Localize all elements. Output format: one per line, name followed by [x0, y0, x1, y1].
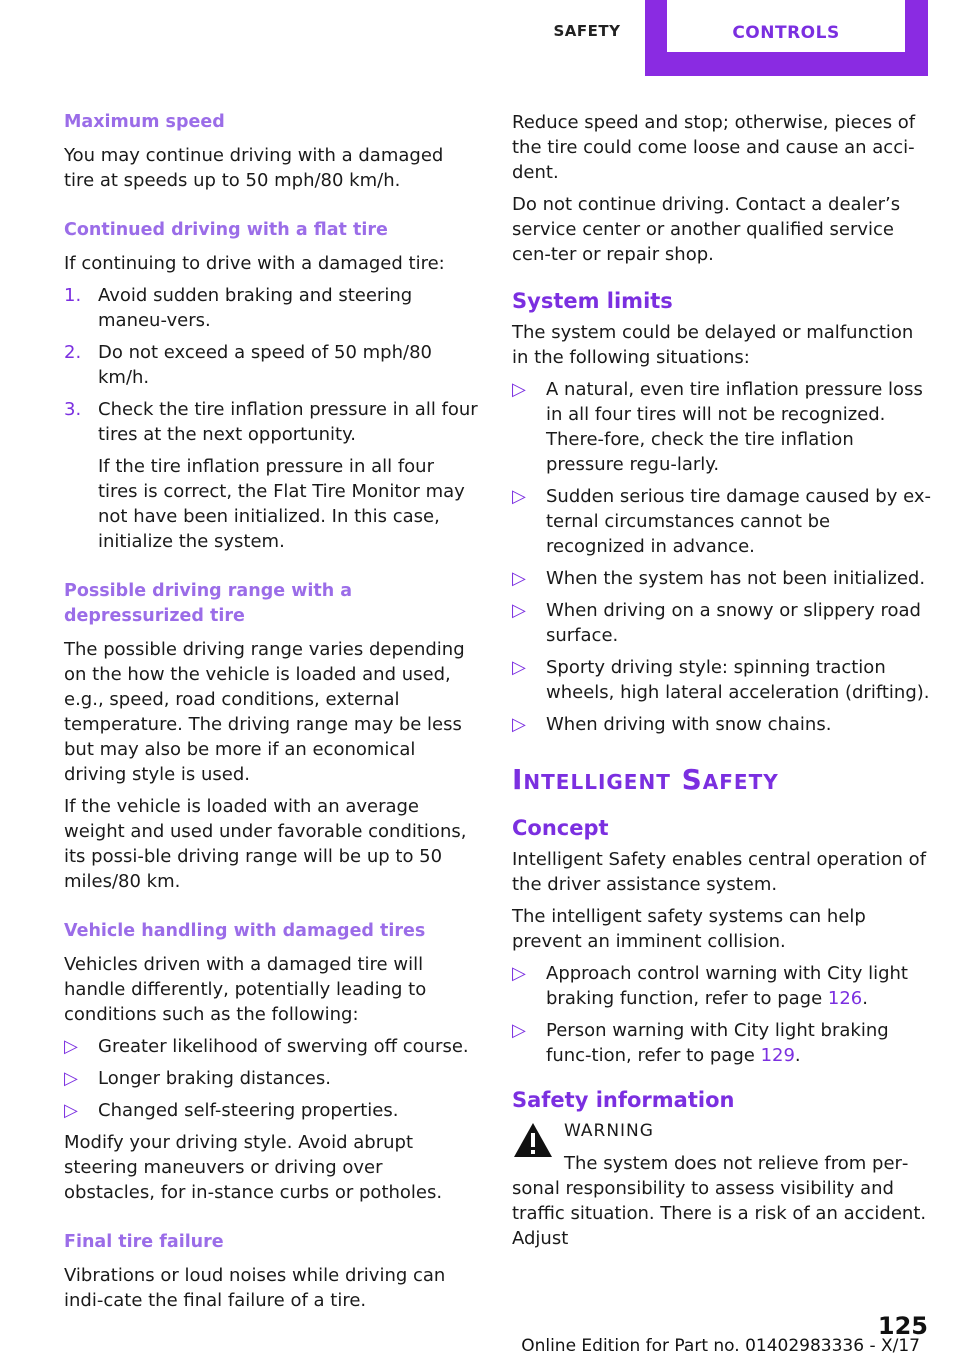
list-item: ▷ Sporty driving style: spinning traction wheels, high lateral acceleration (drifting).: [512, 657, 930, 703]
page-header: [0, 0, 960, 80]
step-number: 1.: [64, 285, 82, 306]
list-item: ▷ Sudden serious tire damage caused by ex‐ternal circumstances cannot be recognized in advance.: [512, 486, 932, 557]
heading-concept: Concept: [512, 816, 609, 840]
triangle-bullet-icon: ▷: [64, 1100, 78, 1121]
paragraph: The possible driving range varies depending on the how the vehicle is loaded and used, e.g., speed, road conditions, external temperature. The driving range may be less but may also be more if an economical driving style is used.: [64, 639, 465, 785]
list-item: ▷ Greater likelihood of swerving off course.: [64, 1036, 469, 1057]
tab-controls[interactable]: [645, 0, 928, 76]
step-number: 2.: [64, 342, 82, 363]
tab-controls-label: CONTROLS: [667, 0, 905, 52]
heading-vehicle-handling: Vehicle handling with damaged tires: [64, 921, 426, 941]
list-item: ▷ Person warning with City light braking func‐tion, refer to page 129.: [512, 1020, 889, 1066]
paragraph: The system could be delayed or malfunction in the following situations:: [512, 322, 914, 368]
page-link-126[interactable]: 126: [827, 988, 863, 1009]
paragraph: Vehicles driven with a damaged tire will handle differently, potentially leading to conditions such as the following:: [64, 954, 427, 1025]
list-item: ▷ Longer braking distances.: [64, 1068, 331, 1089]
triangle-bullet-icon: ▷: [512, 657, 526, 678]
triangle-bullet-icon: ▷: [512, 379, 526, 400]
bullet-list: [512, 961, 932, 1068]
bullet-list: [512, 377, 932, 737]
heading-intelligent-safety: Intelligent Safety: [512, 763, 779, 796]
warning-text-continued: sonal responsibility to assess visibility and traffic situation. There is a risk of an accident. Adjust: [512, 1178, 927, 1249]
right-column: [512, 110, 932, 1251]
triangle-bullet-icon: ▷: [512, 1020, 526, 1041]
list-item: [64, 340, 478, 390]
page-number: 125: [877, 1312, 928, 1340]
list-item: [64, 283, 478, 333]
steps-list: [64, 283, 478, 554]
triangle-bullet-icon: ▷: [64, 1036, 78, 1057]
list-item: [64, 397, 478, 554]
paragraph: Intelligent Safety enables central operation of the driver assistance system.: [512, 849, 927, 895]
warning-text: The system does not relieve from per‐: [564, 1153, 909, 1174]
heading-driving-range: Possible driving range with a depressurized tire: [64, 581, 353, 626]
list-item: ▷ Approach control warning with City light braking function, refer to page 126.: [512, 963, 908, 1009]
paragraph: Modify your driving style. Avoid abrupt steering maneuvers or driving over obstacles, for in‐stance curbs or potholes.: [64, 1132, 443, 1203]
list-item: ▷ When driving with snow chains.: [512, 714, 832, 735]
triangle-bullet-icon: ▷: [512, 486, 526, 507]
triangle-bullet-icon: ▷: [512, 600, 526, 621]
paragraph: Reduce speed and stop; otherwise, pieces of the tire could come loose and cause an acci‐dent.: [512, 112, 916, 183]
triangle-bullet-icon: ▷: [512, 714, 526, 735]
paragraph: If continuing to drive with a damaged tire:: [64, 253, 445, 274]
triangle-bullet-icon: ▷: [64, 1068, 78, 1089]
list-item: ▷ When the system has not been initialized.: [512, 568, 926, 589]
triangle-bullet-icon: ▷: [512, 568, 526, 589]
step-number: 3.: [64, 399, 82, 420]
left-column: [64, 110, 478, 1320]
step-text: Do not exceed a speed of 50 mph/80 km/h.: [98, 342, 432, 388]
paragraph: You may continue driving with a damaged tire at speeds up to 50 mph/80 km/h.: [64, 145, 444, 191]
heading-maximum-speed: Maximum speed: [64, 112, 225, 132]
paragraph: The intelligent safety systems can help prevent an imminent collision.: [512, 906, 866, 952]
paragraph: Vibrations or loud noises while driving can indi‐cate the final failure of a tire.: [64, 1265, 446, 1311]
paragraph: If the vehicle is loaded with an average weight and used under favorable conditions, its possi‐ble driving range will be up to 50 miles/80 km.: [64, 796, 467, 892]
step-text: Check the tire inflation pressure in all four tires at the next opportunity.: [98, 399, 478, 445]
warning-title: WARNING: [564, 1121, 654, 1141]
list-item: ▷ A natural, even tire inflation pressure loss in all four tires will not be recognized. There‐fore, check the tire inflation pressure regu‐larly.: [512, 379, 923, 475]
heading-final-tire-failure: Final tire failure: [64, 1232, 224, 1252]
warning-triangle-icon: [512, 1121, 554, 1159]
list-item: ▷ When driving on a snowy or slippery road surface.: [512, 600, 921, 646]
warning-box: [512, 1119, 932, 1251]
heading-safety-information: Safety information: [512, 1088, 735, 1112]
list-item: ▷ Changed self-steering properties.: [64, 1100, 399, 1121]
bullet-list: [64, 1034, 478, 1123]
step-subtext: If the tire inflation pressure in all four tires is correct, the Flat Tire Monitor may not have been initialized. In this case, initialize the system.: [98, 456, 465, 552]
paragraph: Do not continue driving. Contact a dealer’s service center or another qualified service cen‐ter or repair shop.: [512, 194, 901, 265]
page-link-129[interactable]: 129: [760, 1045, 795, 1066]
step-text: Avoid sudden braking and steering maneu‐vers.: [98, 285, 413, 331]
tab-safety[interactable]: SAFETY: [553, 22, 621, 40]
heading-system-limits: System limits: [512, 289, 673, 313]
triangle-bullet-icon: ▷: [512, 963, 526, 984]
footer-edition: Online Edition for Part no. 01402983336 - X/17: [521, 1336, 920, 1356]
heading-continued-driving: Continued driving with a flat tire: [64, 220, 388, 240]
